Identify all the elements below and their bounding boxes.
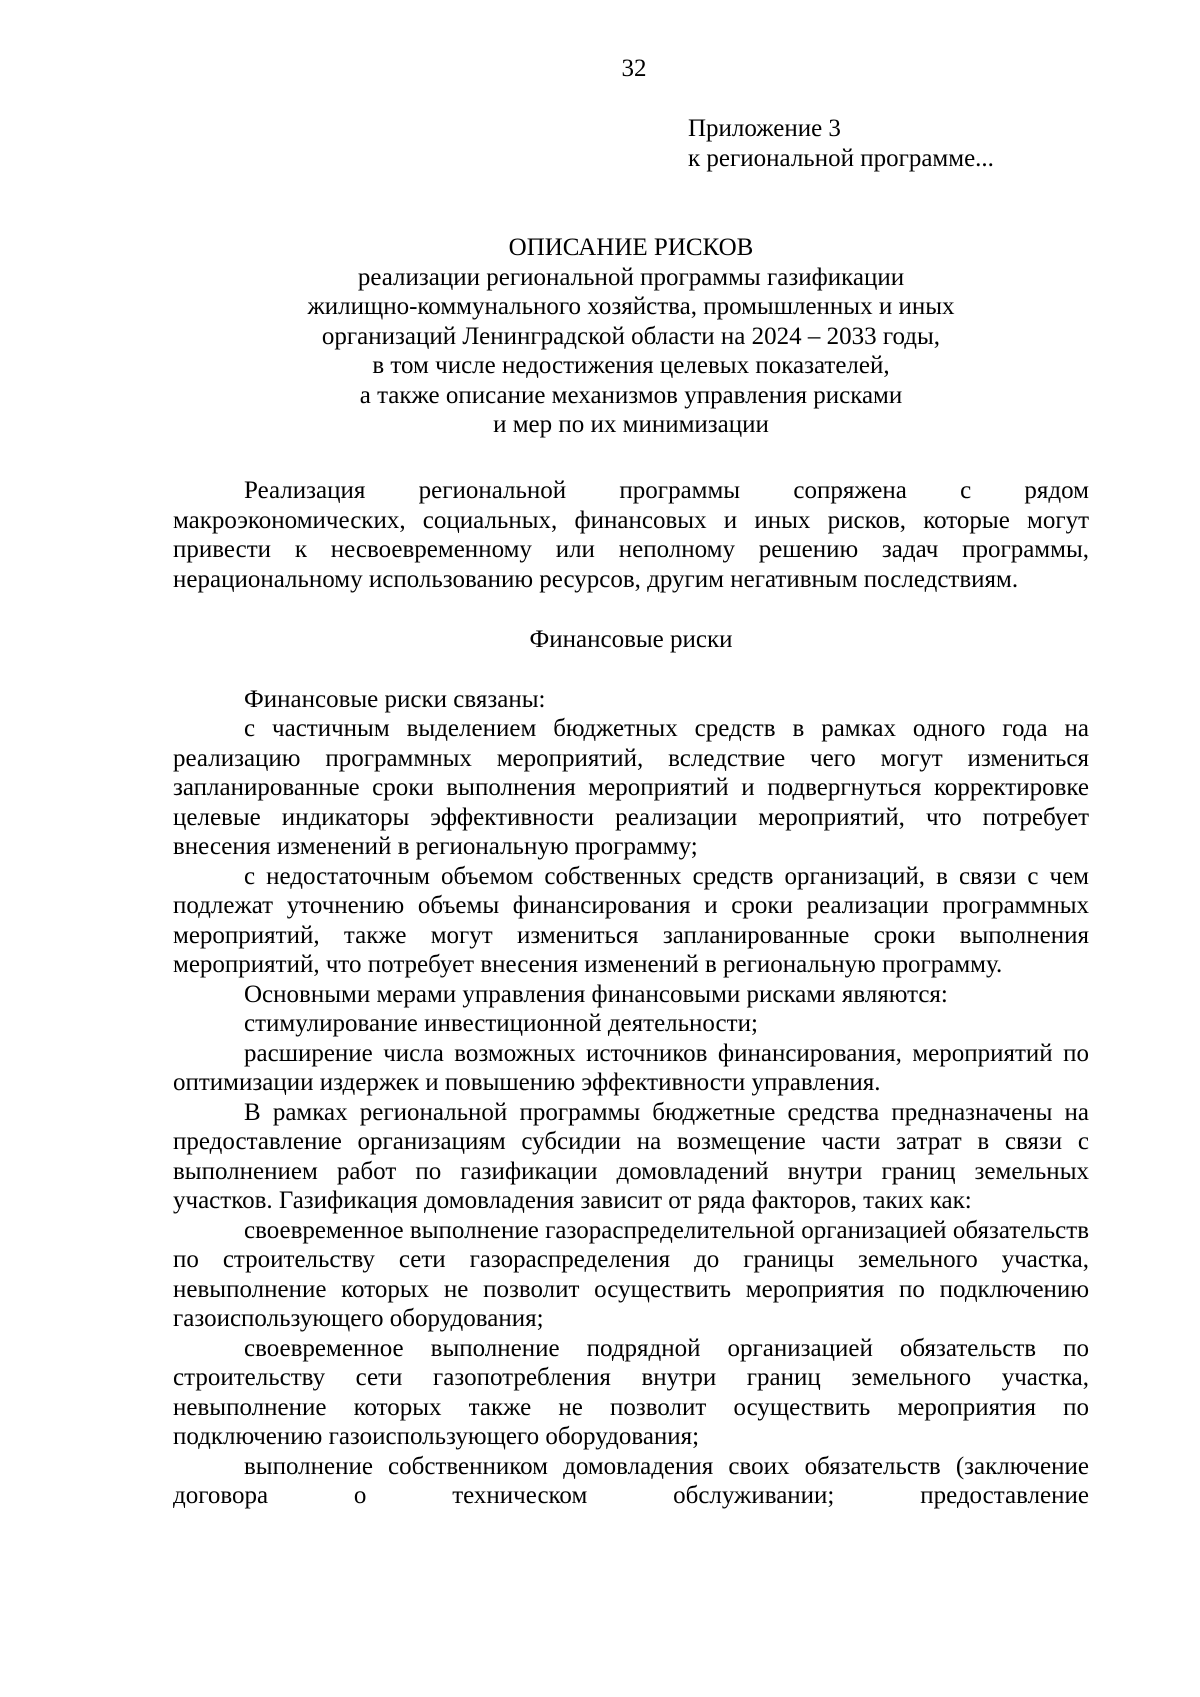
paragraph: стимулирование инвестиционной деятельности; [244,1010,758,1037]
title-heading: ОПИСАНИЕ РИСКОВ [508,234,754,261]
section-heading: Финансовые риски [529,626,733,653]
title-line: в том числе недостижения целевых показателей, [372,352,890,379]
paragraph: своевременное выполнение подрядной организацией обязательств по строительству сети газопотребления внутри границ земельного участка, невыполнение которых также не позволит осуществить мероприятия по подключению газоиспользующего оборудования; [173,1334,1089,1450]
paragraph: Финансовые риски связаны: [244,685,546,713]
document-title [170,233,1092,440]
paragraph: выполнение собственником домовладения своих обязательств (заключение договора о техническом обслуживании; предоставление [173,1452,1089,1509]
paragraph: своевременное выполнение газораспределительной организацией обязательств по строительству сети газораспределения до границы земельного участка, невыполнение которых не позволит осуществить мероприятия по подключению газоиспользующего оборудования; [173,1216,1089,1332]
appendix-line-1: Приложение 3 [688,115,841,142]
paragraph: В рамках региональной программы бюджетные средства предназначены на предоставление организациям субсидии на возмещение части затрат в связи с выполнением работ по газификации домовладений внутри границ земельных участков. Газификация домовладения зависит от ряда факторов, таких как: [173,1098,1089,1214]
document-body [173,476,1089,1511]
appendix-line-2: к региональной программе... [688,144,994,172]
page-number: 32 [621,55,647,82]
title-line: а также описание механизмов управления рисками [359,381,903,409]
intro-paragraph: Реализация региональной программы сопряжена с рядом макроэкономических, социальных, финансовых и иных рисков, которые могут привести к несвоевременному или неполному решению задач программы, нерациональному использованию ресурсов, другим негативным последствиям. [173,477,1089,593]
paragraph: Основными мерами управления финансовыми рисками являются: [244,980,948,1008]
paragraph: расширение числа возможных источников финансирования, мероприятий по оптимизации издержек и повышению эффективности управления. [173,1039,1089,1096]
paragraph: с недостаточным объемом собственных средств организаций, в связи с чем подлежат уточнению объемы финансирования и сроки реализации программных мероприятий, также могут измениться запланированные сроки выполнения мероприятий, что потребует внесения изменений в региональную программу. [173,862,1089,978]
title-line: жилищно-коммунального хозяйства, промышленных и иных [307,293,955,320]
paragraph: с частичным выделением бюджетных средств в рамках одного года на реализацию программных мероприятий, вследствие чего могут измениться запланированные сроки выполнения мероприятий и подвергнуться корректировке целевые индикаторы эффективности реализации мероприятий, что потребует внесения изменений в региональную программу; [173,715,1089,860]
title-line: реализации региональной программы газификации [357,263,905,291]
title-line: организаций Ленинградской области на 2024 – 2033 годы, [321,322,941,350]
appendix-reference [688,114,994,173]
title-line: и мер по их минимизации [493,411,769,438]
